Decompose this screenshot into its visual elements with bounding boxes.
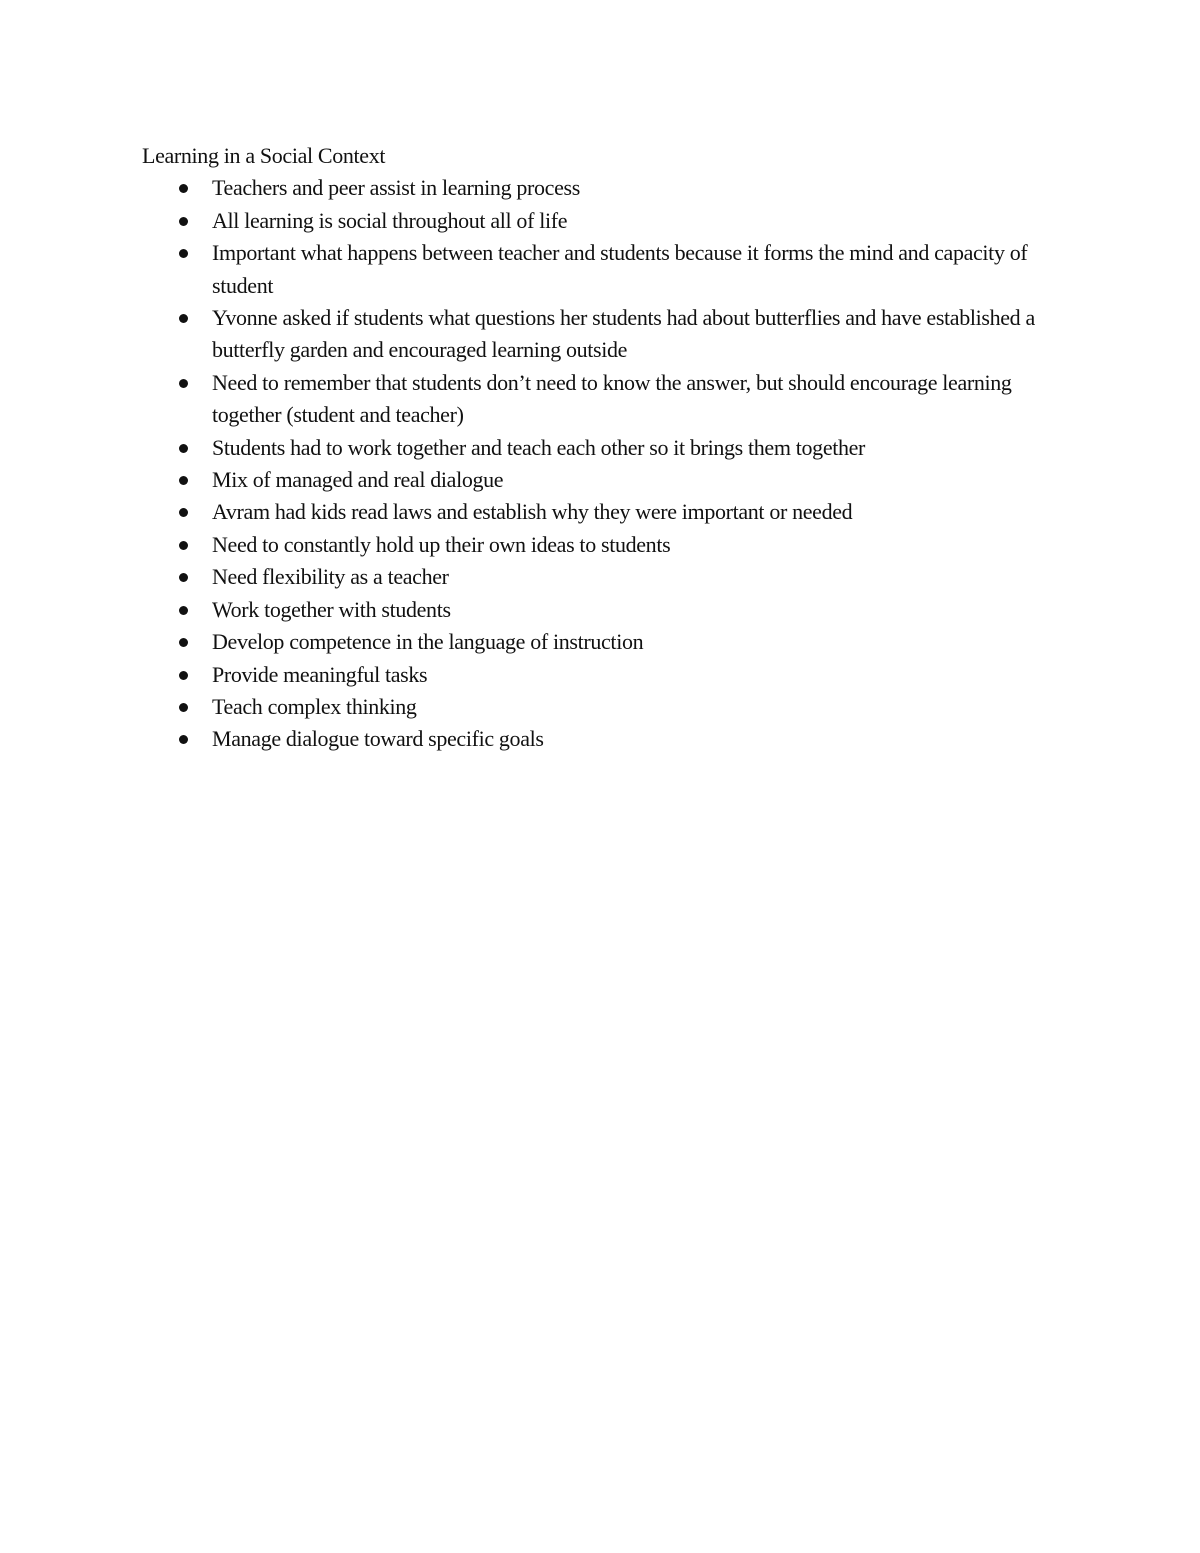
list-item-text: Avram had kids read laws and establish why they were important or needed [212,499,853,525]
list-item-text: Develop competence in the language of instruction [212,629,644,655]
document-title: Learning in a Social Context [142,143,386,168]
bullet-icon [179,606,188,615]
list-item-text: Teach complex thinking [212,693,417,719]
bullet-icon [179,476,188,485]
bullet-icon [179,184,188,193]
bullet-icon [179,573,188,582]
list-item [142,464,1072,496]
bullet-icon [179,379,188,388]
list-item-text: All learning is social throughout all of life [212,207,568,233]
list-item-text: Students had to work together and teach each other so it brings them together [212,434,866,460]
list-item-text: Manage dialogue toward specific goals [212,726,544,752]
list-item [142,237,1072,302]
list-item [142,205,1072,237]
list-item [142,626,1072,658]
list-item [142,691,1072,723]
list-item [142,594,1072,626]
list-item [142,561,1072,593]
bullet-icon [179,217,188,226]
list-item-text: Work together with students [212,596,451,622]
bullet-icon [179,508,188,517]
list-item-text: Important what happens between teacher and students because it forms the mind and capacity of student [212,240,1028,298]
document-content [142,140,1072,756]
notes-bullet-list [142,172,1072,755]
list-item-text: Mix of managed and real dialogue [212,467,504,493]
bullet-icon [179,249,188,258]
list-item-text: Need to remember that students don’t need to know the answer, but should encourage learning together (student and teacher) [212,369,1012,428]
bullet-icon [179,671,188,680]
list-item-text: Need flexibility as a teacher [212,564,449,590]
list-item [142,302,1072,367]
list-item [142,172,1072,204]
list-item [142,529,1072,561]
bullet-icon [179,735,188,744]
list-item-text: Teachers and peer assist in learning process [212,175,580,201]
list-item [142,496,1072,528]
bullet-icon [179,638,188,647]
bullet-icon [179,541,188,550]
list-item [142,659,1072,691]
list-item-text: Need to constantly hold up their own ideas to students [212,531,671,557]
list-item [142,723,1072,755]
list-item-text: Provide meaningful tasks [212,661,428,687]
list-item [142,432,1072,464]
list-item-text: Yvonne asked if students what questions her students had about butterflies and have established a butterfly garden and encouraged learning outside [212,305,1035,363]
bullet-icon [179,314,188,323]
bullet-icon [179,703,188,712]
list-item [142,367,1072,432]
bullet-icon [179,444,188,453]
